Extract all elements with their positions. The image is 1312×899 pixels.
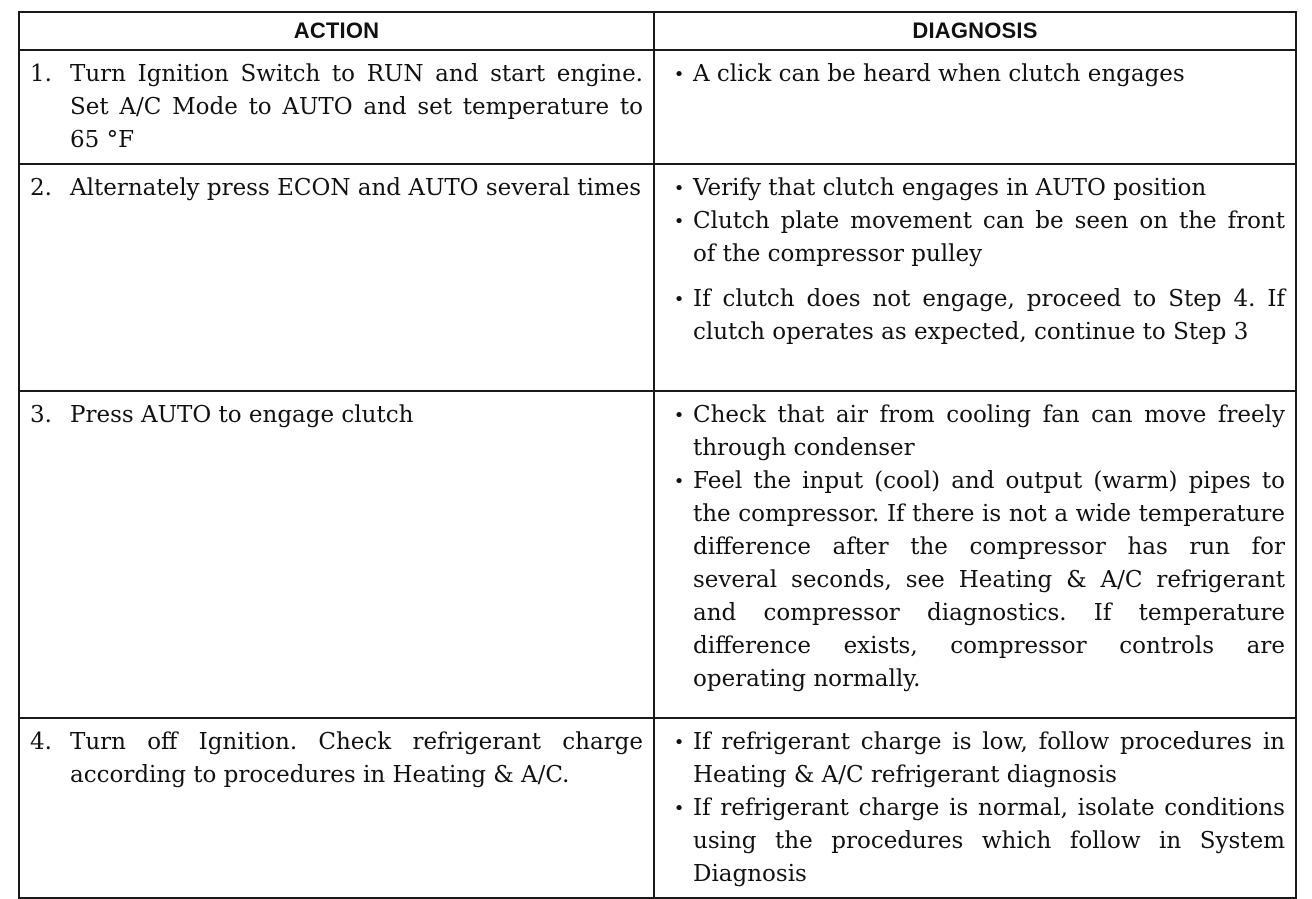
diagnosis-item — [665, 792, 1285, 891]
action-cell — [19, 718, 654, 898]
step-number: 2. — [30, 175, 52, 201]
action-cell — [19, 164, 654, 391]
step-number: 1. — [30, 61, 52, 87]
table-row — [19, 164, 1296, 391]
bullet-icon: • — [673, 64, 685, 85]
diagnosis-text: Check that air from cooling fan can move freely through condenser — [693, 402, 1285, 461]
header-row — [19, 12, 1296, 50]
bullet-icon: • — [673, 798, 685, 819]
action-text: Alternately press ECON and AUTO several times — [70, 175, 642, 201]
diagnosis-text: If clutch does not engage, proceed to Step 4. If clutch operates as expected, continue to Step 3 — [693, 286, 1285, 345]
header-action: ACTION — [19, 12, 654, 50]
diagnosis-cell — [654, 164, 1296, 391]
diagnosis-text: If refrigerant charge is low, follow procedures in Heating & A/C refrigerant diagnosis — [693, 729, 1285, 788]
diagnosis-text: Clutch plate movement can be seen on the front of the compressor pulley — [693, 208, 1285, 267]
diagnosis-item — [665, 172, 1285, 205]
table-row — [19, 391, 1296, 718]
header-diagnosis: DIAGNOSIS — [654, 12, 1296, 50]
bullet-icon: • — [673, 289, 685, 310]
bullet-icon: • — [673, 471, 685, 492]
diagnosis-text: If refrigerant charge is normal, isolate conditions using the procedures which follow in System Diagnosis — [693, 795, 1285, 887]
table-row — [19, 50, 1296, 164]
diagnosis-cell — [654, 391, 1296, 718]
diagnosis-item — [665, 283, 1285, 349]
step-number: 4. — [30, 729, 52, 755]
action-text: Press AUTO to engage clutch — [70, 402, 414, 428]
action-text: Turn Ignition Switch to RUN and start engine. Set A/C Mode to AUTO and set temperature to 65 °F — [70, 61, 643, 153]
diagnosis-item — [665, 58, 1285, 91]
action-cell — [19, 50, 654, 164]
step-number: 3. — [30, 402, 52, 428]
bullet-icon: • — [673, 732, 685, 753]
diagnosis-cell — [654, 718, 1296, 898]
diagnosis-item — [665, 726, 1285, 792]
diagnosis-text: Feel the input (cool) and output (warm) pipes to the compressor. If there is not a wide temperature difference after the compressor has run for several seconds, see Heating & A/C refrigerant and compressor diagnostics. If temperature difference exists, compressor controls are operating normally. — [693, 468, 1285, 692]
bullet-icon: • — [673, 211, 685, 232]
diagnosis-item — [665, 205, 1285, 271]
diagnosis-text: A click can be heard when clutch engages — [693, 61, 1185, 87]
diagnosis-item — [665, 399, 1285, 465]
bullet-icon: • — [673, 405, 685, 426]
action-text: Turn off Ignition. Check refrigerant charge according to procedures in Heating & A/C. — [70, 729, 643, 788]
table-row — [19, 718, 1296, 898]
action-cell — [19, 391, 654, 718]
diagnosis-item — [665, 465, 1285, 696]
bullet-icon: • — [673, 178, 685, 199]
diagnosis-text: Verify that clutch engages in AUTO position — [693, 175, 1207, 201]
diagnosis-cell — [654, 50, 1296, 164]
diagnosis-table — [18, 11, 1297, 899]
